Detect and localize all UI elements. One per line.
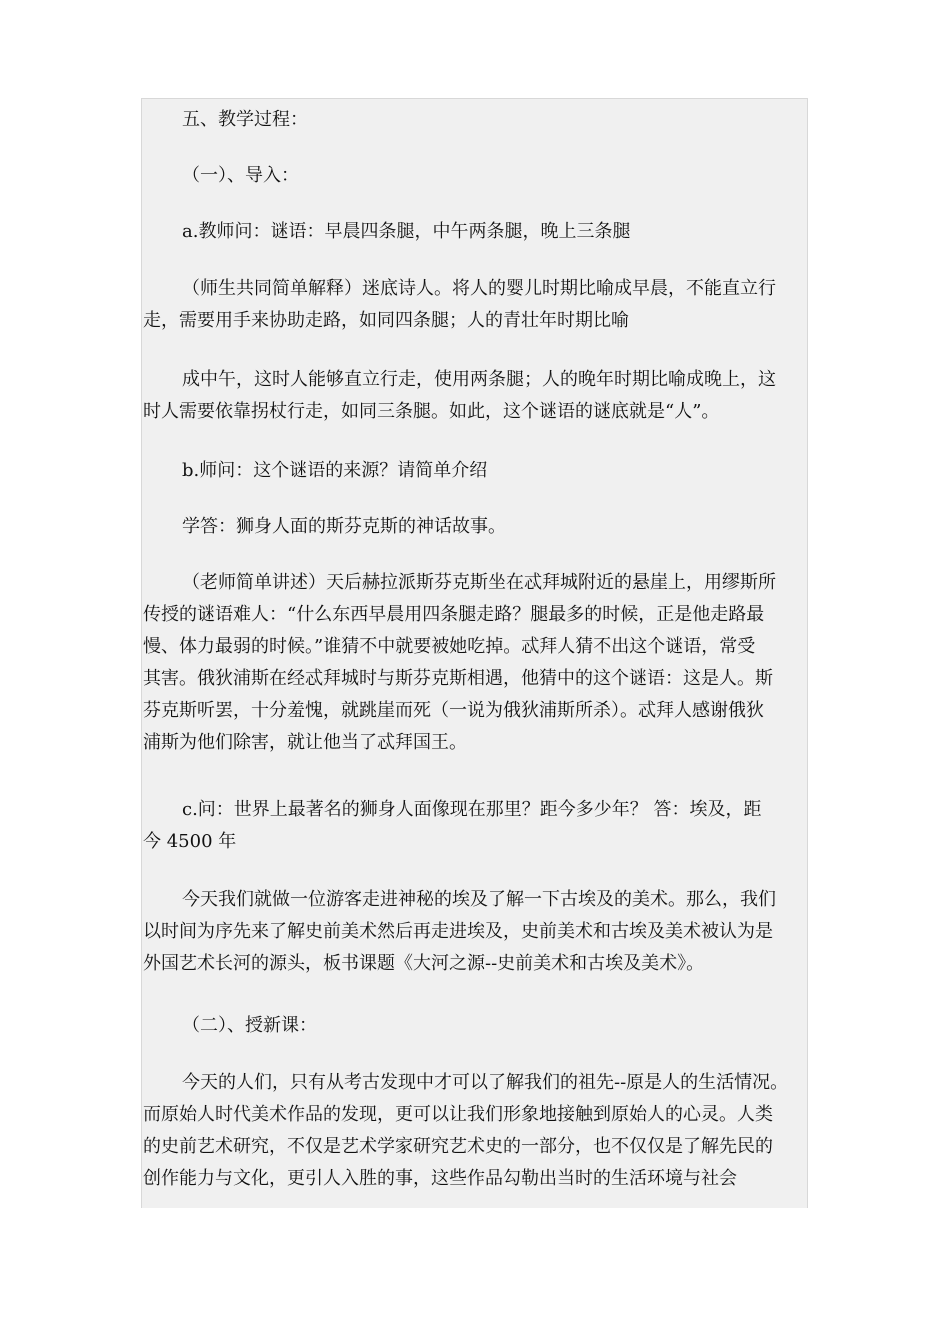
paragraph-line: a.教师问：谜语：早晨四条腿，中午两条腿，晚上三条腿 bbox=[182, 221, 631, 242]
heading-introduction bbox=[143, 160, 815, 192]
paragraph-line: 传授的谜语难人：“什么东西早晨用四条腿走路？腿最多的时候，正是他走路最 bbox=[143, 604, 765, 625]
paragraph-line: 时人需要依靠拐杖行走，如同三条腿。如此，这个谜语的谜底就是“人”。 bbox=[143, 401, 720, 422]
today-paragraph bbox=[143, 884, 815, 980]
paragraph-line: b.师问：这个谜语的来源？请简单介绍 bbox=[182, 460, 488, 481]
paragraph-line: 成中午，这时人能够直立行走，使用两条腿；人的晚年时期比喻成晚上，这 bbox=[182, 369, 776, 390]
heading-text: （一）、导入： bbox=[182, 165, 299, 186]
source-question-paragraph bbox=[143, 455, 815, 487]
paragraph-line: 今天的人们，只有从考古发现中才可以了解我们的祖先--原是人的生活情况。 bbox=[182, 1072, 789, 1093]
paragraph-line: 走，需要用手来协助走路，如同四条腿；人的青壮年时期比喻 bbox=[143, 310, 629, 331]
paragraph-line: 创作能力与文化，更引人入胜的事，这些作品勾勒出当时的生活环境与社会 bbox=[143, 1168, 737, 1189]
paragraph-line: （老师简单讲述）天后赫拉派斯芬克斯坐在忒拜城附近的悬崖上，用缪斯所 bbox=[182, 572, 776, 593]
explanation-paragraph bbox=[143, 273, 815, 337]
student-answer-paragraph bbox=[143, 511, 815, 543]
paragraph-line: 而原始人时代美术作品的发现，更可以让我们形象地接触到原始人的心灵。人类 bbox=[143, 1104, 773, 1125]
sphinx-question-paragraph bbox=[143, 794, 815, 858]
paragraph-line: 芬克斯听罢，十分羞愧，就跳崖而死（一说为俄狄浦斯所杀）。忒拜人感谢俄狄 bbox=[143, 700, 764, 721]
paragraph-line: 浦斯为他们除害，就让他当了忒拜国王。 bbox=[143, 732, 467, 753]
paragraph-line: 慢、体力最弱的时候。”谁猜不中就要被她吃掉。忒拜人猜不出这个谜语，常受 bbox=[143, 636, 756, 657]
heading-new-lesson bbox=[143, 1010, 815, 1042]
paragraph-line: 学答：狮身人面的斯芬克斯的神话故事。 bbox=[182, 516, 506, 537]
paragraph-line: 的史前艺术研究，不仅是艺术学家研究艺术史的一部分，也不仅仅是了解先民的 bbox=[143, 1136, 773, 1157]
riddle-question-paragraph bbox=[143, 216, 815, 248]
paragraph-line: 今天我们就做一位游客走进神秘的埃及了解一下古埃及的美术。那么，我们 bbox=[182, 889, 776, 910]
noon-paragraph bbox=[143, 364, 815, 428]
heading-teaching-process bbox=[143, 104, 815, 136]
paragraph-line: 今 4500 年 bbox=[143, 831, 237, 852]
paragraph-line: 以时间为序先来了解史前美术然后再走进埃及，史前美术和古埃及美术被认为是 bbox=[143, 921, 773, 942]
new-lesson-paragraph bbox=[143, 1067, 815, 1195]
paragraph-line: 外国艺术长河的源头，板书课题《大河之源--史前美术和古埃及美术》。 bbox=[143, 953, 705, 974]
heading-text: （二）、授新课： bbox=[182, 1015, 317, 1036]
paragraph-line: 其害。俄狄浦斯在经忒拜城时与斯芬克斯相遇，他猜中的这个谜语：这是人。斯 bbox=[143, 668, 773, 689]
paragraph-line: c.问：世界上最著名的狮身人面像现在那里？距今多少年？ 答：埃及，距 bbox=[182, 799, 762, 820]
paragraph-line: （师生共同简单解释）迷底诗人。将人的婴儿时期比喻成早晨，不能直立行 bbox=[182, 278, 776, 299]
heading-text: 五、教学过程： bbox=[182, 109, 308, 130]
myth-story-paragraph bbox=[143, 567, 815, 759]
